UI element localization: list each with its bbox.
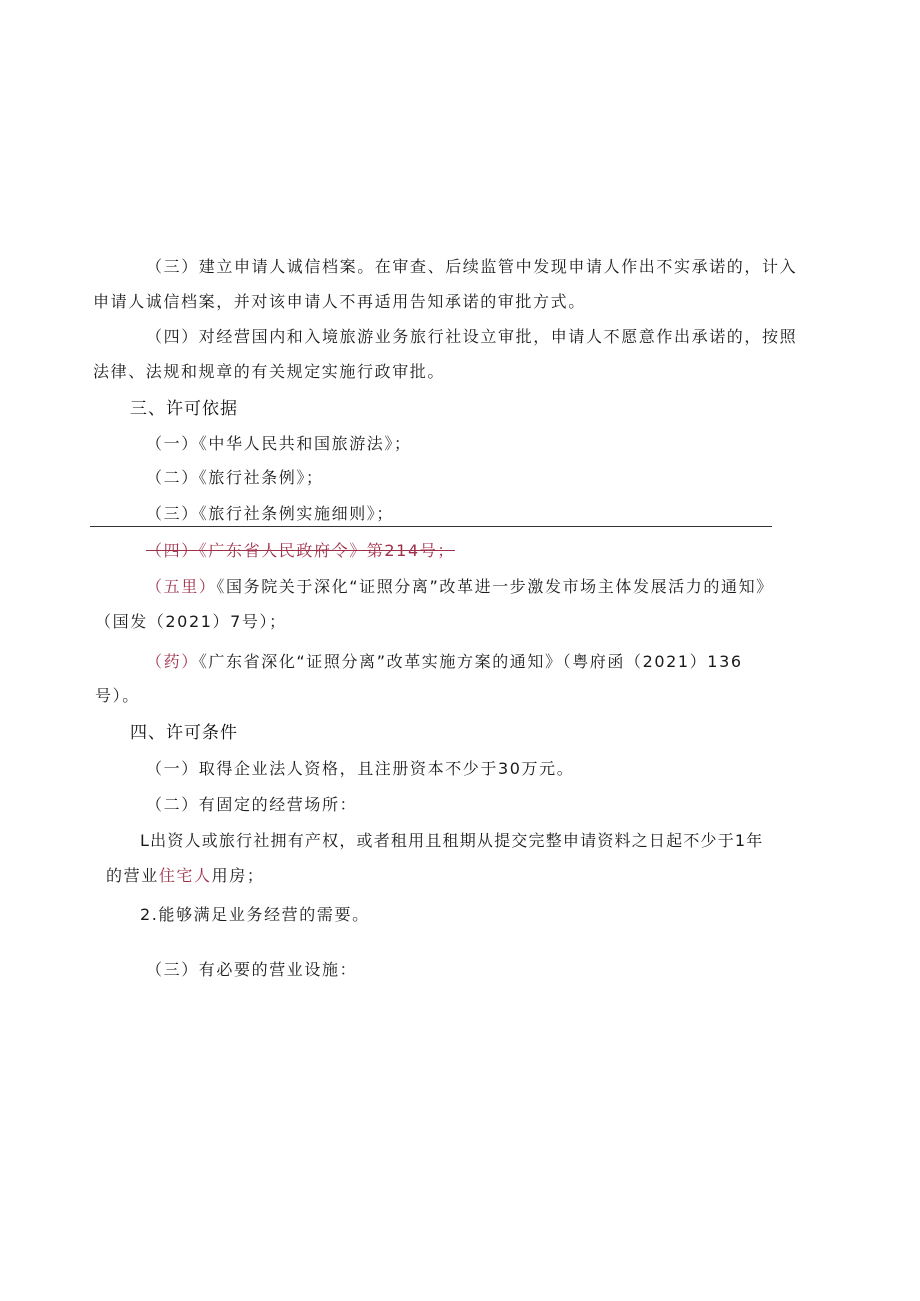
basis-item-6-prefix: （药） bbox=[146, 652, 199, 671]
condition-sub-1-red-text: 住宅人 bbox=[158, 866, 212, 885]
condition-item-3: （三）有必要的营业设施： bbox=[146, 960, 358, 979]
basis-item-6-line1 bbox=[146, 651, 743, 673]
condition-sub-1-line1: L出资人或旅行社拥有产权，或者租用且租期从提交完整申请资料之日起不少于1年 bbox=[140, 831, 764, 850]
revision-divider-line bbox=[90, 526, 772, 527]
basis-item-6-line2: 号）。 bbox=[95, 686, 140, 705]
condition-sub-1-suffix: 用房； bbox=[211, 866, 265, 885]
basis-item-2: （二）《旅行社条例》； bbox=[146, 468, 324, 487]
paragraph-item3-line1: （三）建立申请人诚信档案。在审查、后续监管中发现申请人作出不实承诺的，计入 bbox=[146, 257, 798, 276]
condition-item-1: （一）取得企业法人资格，且注册资本不少于30万元。 bbox=[146, 759, 575, 778]
heading-permit-conditions: 四、许可条件 bbox=[130, 723, 238, 743]
condition-sub-1-prefix: 的营业 bbox=[106, 866, 159, 885]
basis-item-1: （一）《中华人民共和国旅游法》； bbox=[146, 434, 412, 453]
basis-item-5-line1 bbox=[146, 576, 774, 598]
basis-item-5-prefix: （五里） bbox=[146, 577, 217, 596]
paragraph-item4-line2: 法律、法规和规章的有关规定实施行政审批。 bbox=[93, 362, 446, 381]
condition-item-2: （二）有固定的经营场所： bbox=[146, 795, 358, 814]
paragraph-item4-line1: （四）对经营国内和入境旅游业务旅行社设立审批，申请人不愿意作出承诺的，按照 bbox=[146, 327, 798, 346]
condition-sub-1-line2 bbox=[106, 865, 264, 887]
paragraph-item3-line2: 申请人诚信档案，并对该申请人不再适用告知承诺的审批方式。 bbox=[93, 292, 586, 311]
heading-permit-basis: 三、许可依据 bbox=[130, 399, 238, 419]
basis-item-5-line2: （国发（2021）7号）； bbox=[95, 612, 287, 631]
basis-item-3: （三）《旅行社条例实施细则》； bbox=[146, 504, 395, 523]
basis-item-6-text: 《广东省深化“证照分离”改革实施方案的通知》（粤府函（2021）136 bbox=[198, 652, 743, 671]
basis-item-5-text: 《国务院关于深化“证照分离”改革进一步激发市场主体发展活力的通知》 bbox=[216, 577, 774, 596]
basis-item-4-deleted: （四）《广东省人民政府令》第214号； bbox=[146, 541, 455, 560]
condition-sub-2: 2.能够满足业务经营的需要。 bbox=[140, 905, 370, 924]
